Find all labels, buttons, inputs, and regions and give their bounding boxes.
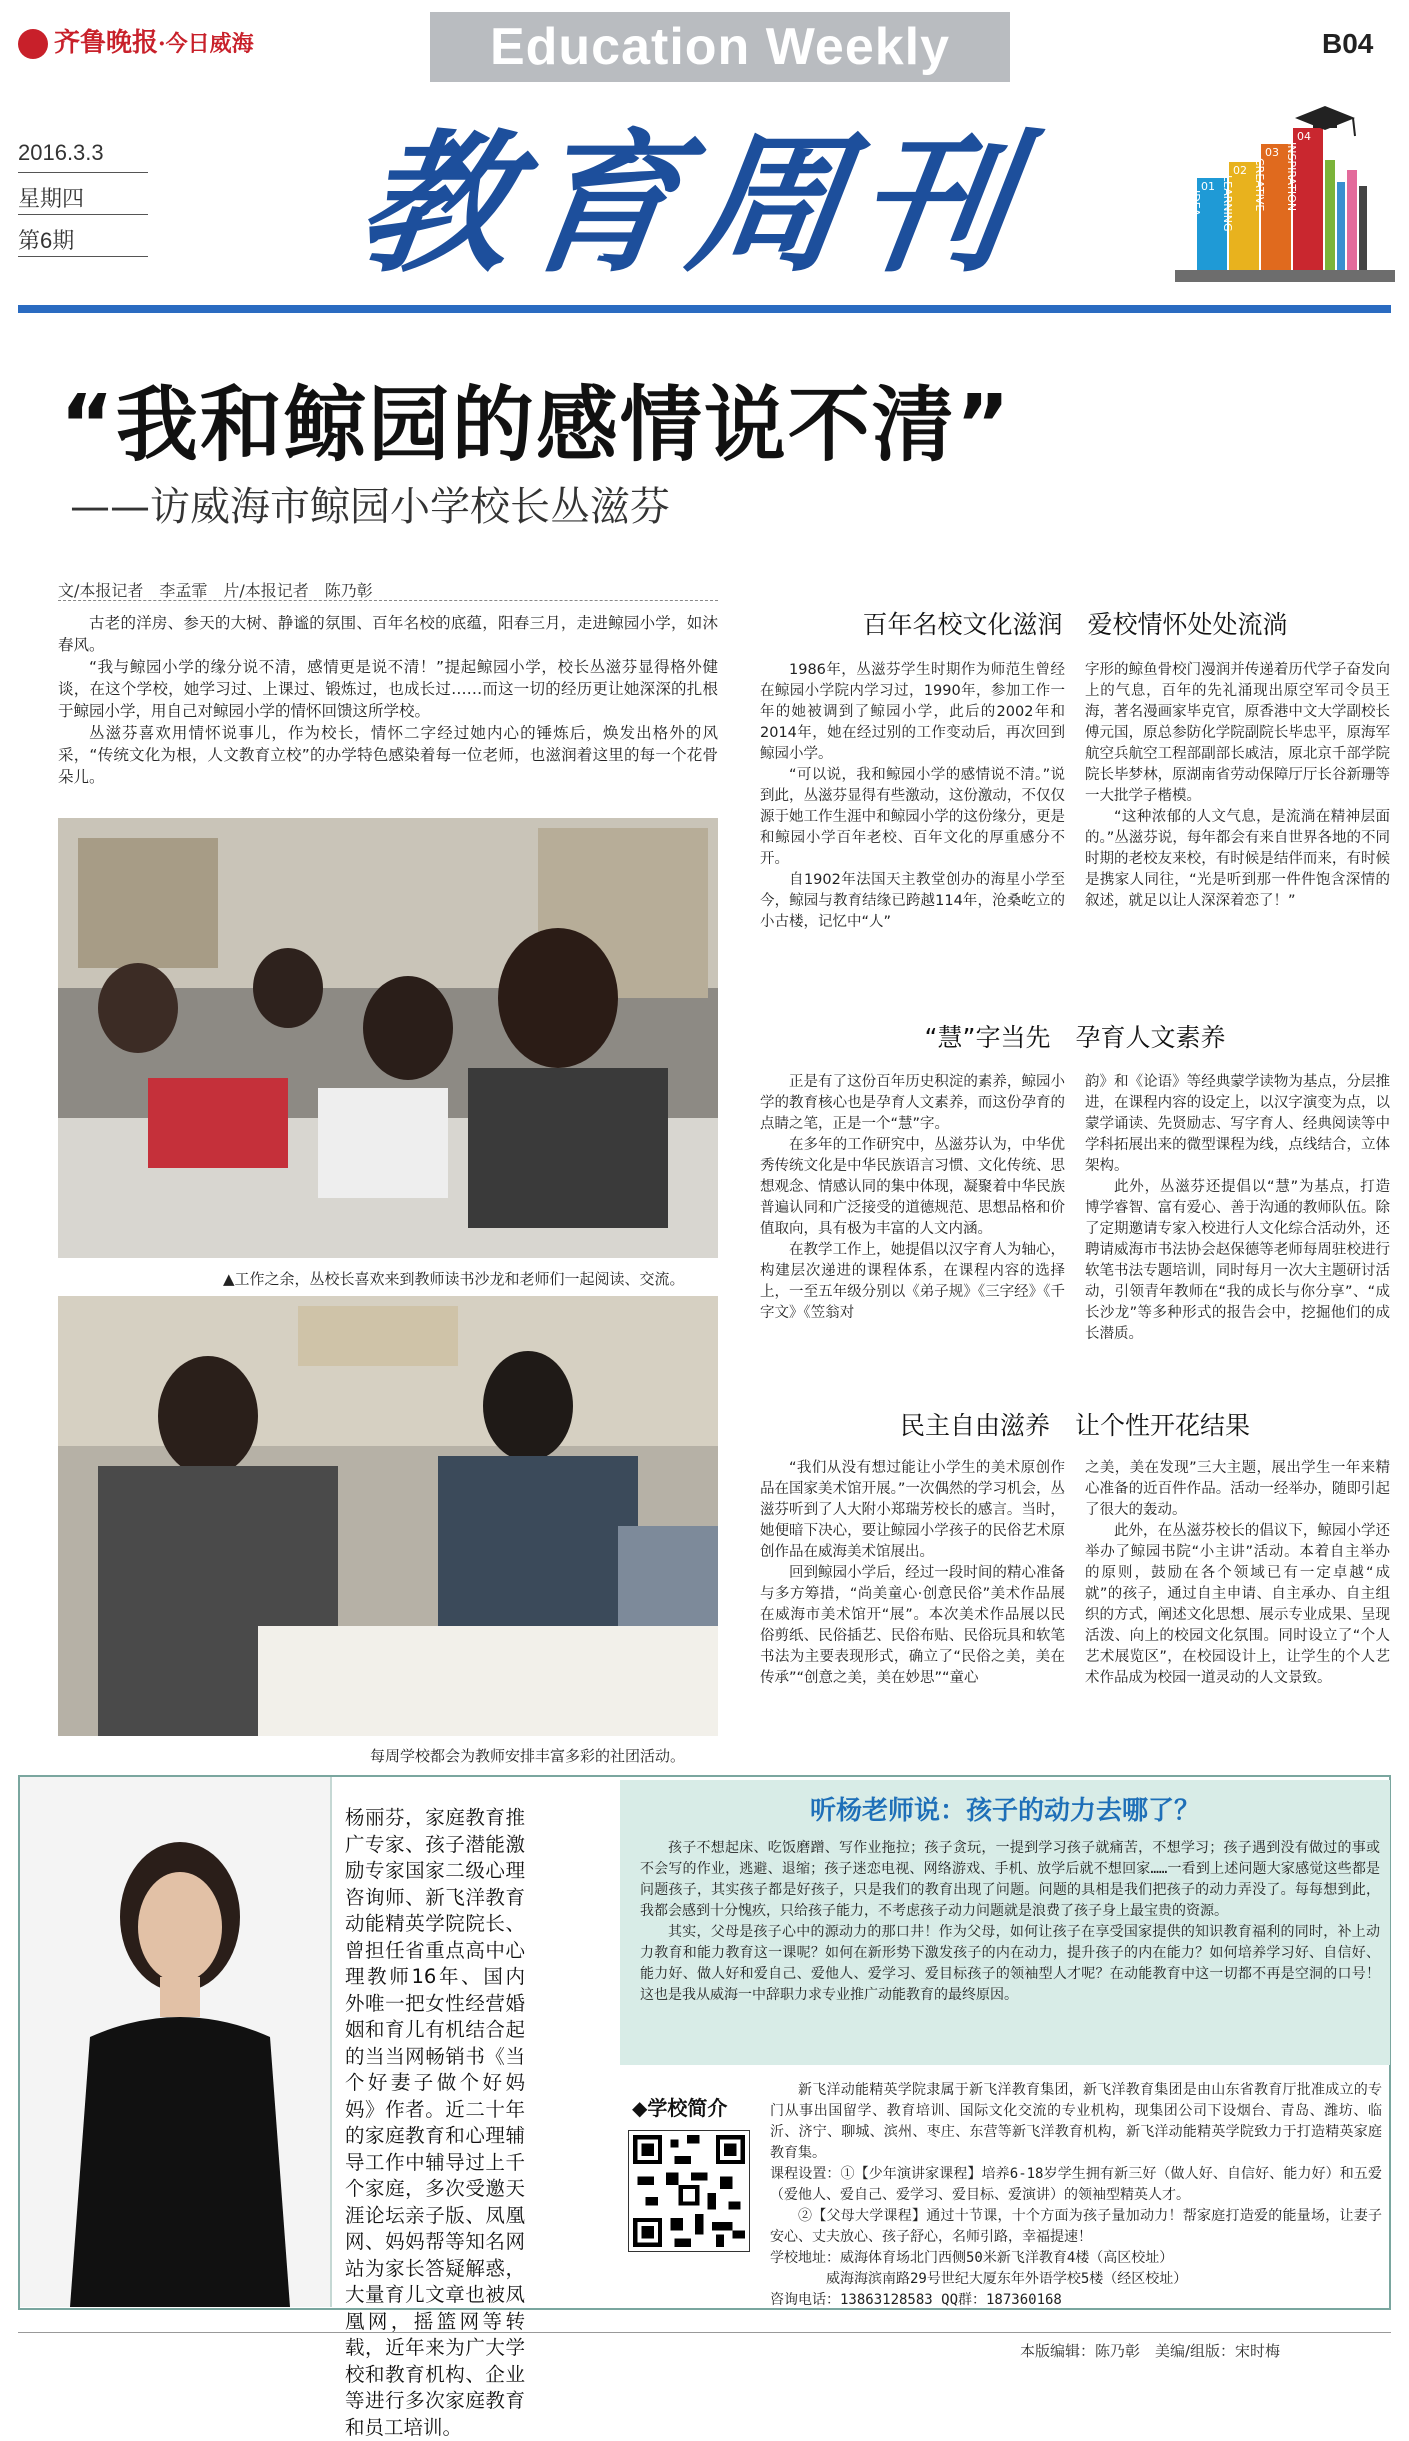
section-column [760,1072,1065,1324]
newspaper-brand [18,22,254,59]
school-address: 威海海滨南路29号世纪大厦东年外语学校5楼（经区校址） [826,2271,1188,2287]
section-paragraph: 1986年，丛滋芬学生时期作为师范生曾经在鲸园小学院内学习过，1990年，参加工作一年的她被调到了鲸园小学，此后的2002年和2014年，她在经过别的工作变动后，再次回到鲸园小学。 [760,662,1065,762]
section-paragraph: “我们从没有想过能让小学生的美术原创作品在国家美术馆开展。”一次偶然的学习机会，丛滋芬听到了人大附小郑瑞芳校长的感言。当时，她便暗下决心，要让鲸园小学孩子的民俗艺术原创作品在威海美术馆展出。 [760,1460,1065,1560]
section-title: 民主自由滋养 让个性开花结果 [899,1411,1250,1440]
book-number-1: 01 [1201,180,1215,193]
section-column [1085,1458,1390,1689]
article-intro [58,612,718,788]
section-paragraph: 之美，美在发现”三大主题，展出学生一年来精心准备的近百件作品。活动一经举办，随即引起了很大的轰动。 [1085,1460,1390,1518]
expert-bio: 杨丽芬，家庭教育推广专家、孩子潜能激励专家国家二级心理咨询师、新飞洋教育动能精英学院院长、曾担任省重点高中心理教师16年、国内外唯一把女性经营婚姻和育儿有机结合起的当当网畅销书《当个好妻子做个好妈妈》作者。近二十年的家庭教育和心理辅导工作中辅导过上千个家庭，多次受邀天涯论坛亲子版、凤凰网、妈妈帮等知名网站为家长答疑解惑，大量育儿文章也被凤凰网，摇篮网等转载，近年来为广大学校和教育机构、企业等进行多次家庭教育和员工培训。 [345,1806,525,2439]
school-paragraph: ②【父母大学课程】通过十节课，十个方面为孩子量加动力！帮家庭打造爱的能量场，让妻子安心、丈夫放心、孩子舒心，名师引路，幸福提速！ [770,2208,1382,2245]
talk-paragraph: 其实，父母是孩子心中的源动力的那口井！作为父母，如何让孩子在享受国家提供的知识教育福利的同时，补上动力教育和能力教育这一课呢？如何在新形势下激发孩子的内在动力，提升孩子的内在能力？如何培养学习好、自信好、能力好、做人好和爱自己、爱他人、爱学习、爱目标孩子的领袖型人才呢？在动能教育中这一切都不再是空洞的口号！这也是我从威海一中辞职力求专业推广动能教育的最终原因。 [640,1924,1380,2003]
intro-paragraph: “我与鲸园小学的缘分说不清，感情更是说不清！”提起鲸园小学，校长丛滋芬显得格外健谈，在这个学校，她学习过、上课过、锻炼过，也成长过……而这一切的经历更让她深深的扎根于鲸园小学，用自己对鲸园小学的情怀回馈这所学校。 [58,658,718,720]
book-label-4: INSPIRATION [1285,142,1298,212]
school-paragraph: 新飞洋动能精英学院隶属于新飞洋教育集团，新飞洋教育集团是由山东省教育厅批准成立的专门从事出国留学、教育培训、国际文化交流的专业机构，现集团公司下设烟台、青岛、潍坊、临沂、济宁、聊城、滨州、枣庄、东营等新飞洋教育机构，新飞洋动能精英学院致力于打造精英家庭教育集。 [770,2082,1382,2161]
talk-paragraph: 孩子不想起床、吃饭磨蹭、写作业拖拉；孩子贪玩，一提到学习孩子就痛苦，不想学习；孩子遇到没有做过的事或不会写的作业，逃避、退缩；孩子迷恋电视、网络游戏、手机、放学后就不想回家……一看到上述问题大家感觉这些都是问题孩子，其实孩子都是好孩子，只是我们的教育出现了问题。问题的具相是我们把孩子的动力弄没了。每每想到此，我都会感到十分愧疚，只给孩子能力，不考虑孩子动力问题就是浪费了孩子身上最宝贵的资源。 [640,1840,1380,1919]
section-column [760,1458,1065,1689]
brand-name: 齐鲁晚报 [54,28,159,58]
issue-number: 第6期 [18,228,75,253]
photo-calligraphy-club [58,1296,718,1736]
intro-paragraph: 丛滋芬喜欢用情怀说事儿，作为校长，情怀二字经过她内心的锤炼后，焕发出格外的风采，“传统文化为根，人文教育立校”的办学特色感染着每一位老师，也滋润着这里的每一个花骨朵儿。 [58,724,718,786]
section-title: 百年名校文化滋润 爱校情怀处处流淌 [862,610,1288,639]
section-paragraph: 此外，在丛滋芬校长的倡议下，鲸园小学还举办了鲸园书院“小主讲”活动。本着自主举办的原则，鼓励在各个领域已有一定卓越“成就”的孩子，通过自主申请、自主承办、自主组织的方式，阐述文化思想、展示专业成果、呈现活泼、向上的校园文化氛围。同时设立了“个人艺术展览区”，在校园设计上，让学生的个人艺术作品成为校园一道灵动的人文景致。 [1085,1523,1390,1686]
brand-edition: ·今日威海 [158,31,254,57]
school-intro-label: ◆学校简介 [632,2096,728,2120]
photo-caption: 每周学校都会为教师安排丰富多彩的社团活动。 [370,1747,686,1765]
brand-logo-icon [18,29,48,59]
school-phone: 咨询电话：13863128583 QQ群：187360168 [770,2292,1062,2308]
book-number-3: 03 [1265,146,1279,159]
section-title: “慧”字当先 孕育人文素养 [924,1023,1226,1052]
section-banner: Education Weekly [430,12,1010,82]
issue-date: 2016.3.3 [18,140,104,165]
school-intro-body [770,2080,1382,2311]
article-byline: 文/本报记者 李孟霏 片/本报记者 陈乃彰 [58,581,373,600]
masthead-title: 教育周刊 [347,114,1037,293]
section-paragraph: 回到鲸园小学后，经过一段时间的精心准备与多方筹措，“尚美童心·创意民俗”美术作品展在威海市美术馆开“展”。本次美术作品展以民俗剪纸、民俗插艺、民俗布贴、民俗玩具和软笔书法为主要表现形式，确立了“民俗之美，美在传承”“创意之美，美在妙思”“童心 [760,1565,1065,1686]
talk-body [640,1838,1380,2006]
page-footer-credits: 本版编辑：陈乃彰 美编/组版：宋时梅 [1020,2342,1281,2360]
section-paragraph: 在教学工作上，她提倡以汉字育人为轴心，构建层次递进的课程体系，在课程内容的选择上，一至五年级分别以《弟子规》《三字经》《千字文》《笠翁对 [760,1242,1065,1321]
section-paragraph: 韵》和《论语》等经典蒙学读物为基点，分层推进，在课程内容的设定上，以汉字演变为点，以蒙学诵读、先贤励志、写字育人、经典阅读等中学科拓展出来的微型课程为线，点线结合，立体架构。 [1085,1074,1390,1174]
section-paragraph: 正是有了这份百年历史积淀的素养，鲸园小学的教育核心也是孕育人文素养，而这份孕育的点睛之笔，正是一个“慧”字。 [760,1074,1065,1132]
section-column [1085,660,1390,912]
masthead-rule [18,305,1391,313]
book-label-2: LEARNING [1221,175,1234,232]
section-paragraph: “这种浓郁的人文气息，是流淌在精神层面的。”丛滋芬说，每年都会有来自世界各地的不同时期的老校友来校，有时候是结伴而来，有时候是携家人同往，“光是听到那一件件饱含深情的叙述，就足以让人深深着恋了！” [1085,809,1390,909]
school-paragraph: 课程设置：①【少年演讲家课程】培养6-18岁学生拥有新三好（做人好、自信好、能力好）和五爱（爱他人、爱自己、爱学习、爱目标、爱演讲）的领袖型精英人才。 [770,2166,1382,2203]
qr-code-icon[interactable] [628,2130,750,2252]
issue-weekday: 星期四 [18,186,85,211]
page-number: B04 [1322,28,1374,59]
article-headline: “我和鲸园的感情说不清” [60,378,1012,473]
expert-portrait [20,1777,330,2307]
photo-caption: ▲工作之余，丛校长喜欢来到教师读书沙龙和老师们一起阅读、交流。 [223,1270,685,1288]
talk-title: 听杨老师说：孩子的动力去哪了？ [809,1796,1200,1826]
photo-reading-salon [58,818,718,1258]
school-address: 学校地址：威海体育场北门西侧50米新飞洋教育4楼（高区校址） [770,2250,1174,2266]
book-label-3: CREATIVE [1253,158,1266,212]
book-number-4: 04 [1297,130,1311,143]
article-subheadline: ——访威海市鲸园小学校长丛滋芬 [70,484,670,530]
book-label-1: IDEA [1189,190,1202,217]
section-paragraph: “可以说，我和鲸园小学的感情说不清。”说到此，丛滋芬显得有些激动，这份激动，不仅仅源于她工作生涯中和鲸园小学的这份缘分，更是和鲸园小学百年老校、百年文化的厚重感分不开。 [760,767,1065,867]
section-column [760,660,1065,933]
section-paragraph: 在多年的工作研究中，丛滋芬认为，中华优秀传统文化是中华民族语言习惯、文化传统、思想观念、情感认同的集中体现，凝聚着中华民族普遍认同和广泛接受的道德规范、思想品格和价值取向，具有极为丰富的人文内涵。 [760,1137,1065,1237]
section-paragraph: 此外，丛滋芬还提倡以“慧”为基点，打造博学睿智、富有爱心、善于沟通的教师队伍。除了定期邀请专家入校进行人文化综合活动外，还聘请威海市书法协会赵保德等老师每周驻校进行软笔书法专题培训，同时每月一次大主题研讨活动，引领青年教师在“我的成长与你分享”、“成长沙龙”等多种形式的报告会中，挖掘他们的成长潜质。 [1085,1179,1390,1342]
section-column [1085,1072,1390,1345]
book-number-2: 02 [1233,164,1247,177]
section-paragraph: 自1902年法国天主教堂创办的海星小学至今，鲸园与教育结缘已跨越114年，沧桑屹立的小古楼，记忆中“人” [760,872,1065,930]
intro-paragraph: 古老的洋房、参天的大树、静谧的氛围、百年名校的底蕴，阳春三月，走进鲸园小学，如沐春风。 [58,614,718,654]
section-paragraph: 字形的鲸鱼骨校门漫润并传递着历代学子奋发向上的气息，百年的先礼涌现出原空军司令员王海，著名漫画家毕克官，原香港中文大学副校长傅元国，原总参防化学院副院长毕忠平，原海军航空兵航空工程部副部长戚洁，原北京千部学院院长毕梦林，原湖南省劳动保障厅厅长谷新珊等一大批学子楷模。 [1085,662,1390,804]
